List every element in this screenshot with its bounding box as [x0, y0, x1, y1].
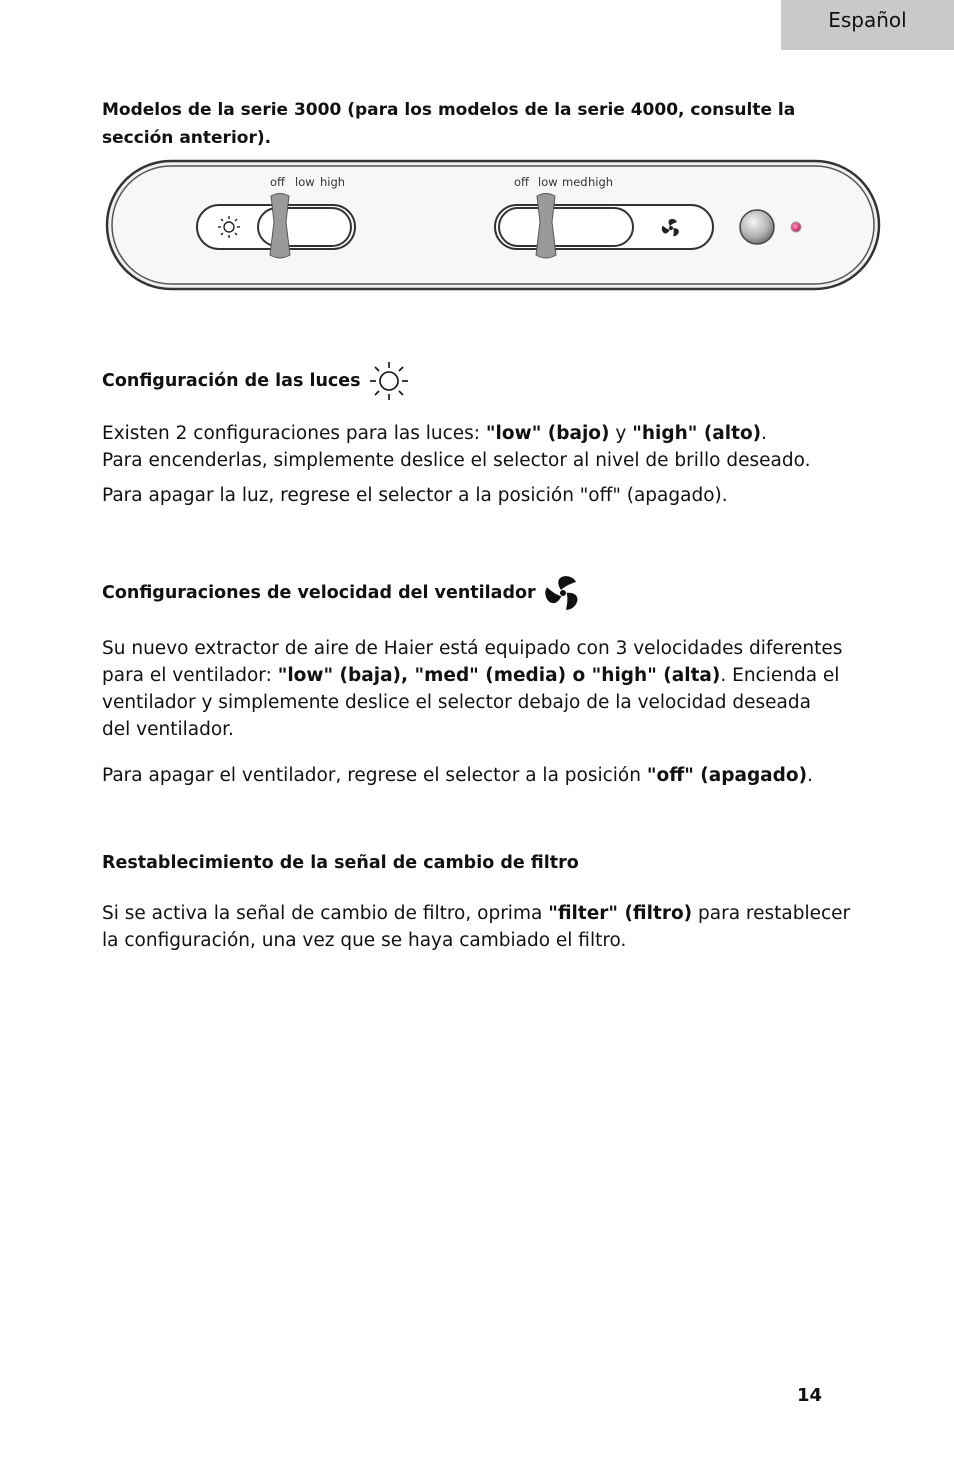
fan-off-label: "off" (apagado)	[646, 765, 808, 786]
light-icon	[367, 360, 411, 402]
light-label-off: off	[270, 175, 285, 189]
filter-paragraph	[102, 900, 872, 954]
fan-p2-text: Para apagar el ventilador, regrese el selector a la posición	[102, 765, 647, 786]
fan-speeds-label: "low" (baja), "med" (media) o "high" (alta)	[277, 665, 721, 686]
lights-high-label: "high" (alto)	[632, 423, 762, 444]
filter-button[interactable]	[740, 210, 774, 244]
light-label-low: low	[295, 175, 315, 189]
light-label-high: high	[320, 175, 346, 189]
fan-title-text: Configuraciones de velocidad del ventilador	[102, 583, 536, 603]
filter-p1-text: Si se activa la señal de cambio de filtro, oprima	[102, 903, 549, 924]
lights-paragraph-2: Para apagar la luz, regrese el selector a la posición "off" (apagado).	[102, 485, 728, 506]
filter-section-title	[102, 853, 579, 873]
control-panel-illustration	[105, 158, 883, 294]
fan-paragraph-2	[102, 762, 862, 789]
language-tab: Español	[781, 0, 954, 50]
lights-section-title	[102, 360, 411, 402]
fan-p1-text: Su nuevo extractor de aire de Haier está equipado con 3 velocidades diferentes para el ventilador:	[102, 638, 843, 686]
lights-p1-period: .	[761, 423, 768, 444]
fan-paragraph-1	[102, 635, 872, 743]
fan-label-high: high	[588, 175, 614, 189]
lights-p1-instructions: Para encenderlas, simplemente deslice el selector al nivel de brillo deseado.	[102, 450, 811, 471]
fan-icon	[542, 572, 584, 614]
fan-p1-instructions: . Encienda el ventilador y simplemente deslice el selector debajo de la velocidad deseada	[102, 665, 840, 713]
filter-button-label: "filter" (filtro)	[548, 903, 693, 924]
lights-title-text: Configuración de las luces	[102, 371, 361, 391]
filter-p1-end: para restablecer la configuración, una vez que se haya cambiado el filtro.	[102, 903, 851, 951]
fan-p1-end: del ventilador.	[102, 719, 234, 740]
filter-title-text: Restablecimiento de la señal de cambio de filtro	[102, 853, 579, 873]
fan-label-off: off	[514, 175, 529, 189]
fan-label-low: low	[538, 175, 558, 189]
intro-heading: Modelos de la serie 3000 (para los modelos de la serie 4000, consulte la sección anterior).	[102, 100, 796, 148]
lights-low-label: "low" (bajo)	[485, 423, 610, 444]
fan-label-med: med	[562, 175, 588, 189]
page-number: 14	[797, 1385, 823, 1406]
lights-p1-text: Existen 2 configuraciones para las luces:	[102, 423, 486, 444]
filter-indicator-light	[791, 222, 801, 232]
lights-paragraph-1	[102, 420, 862, 474]
lights-p1-and: y	[609, 423, 633, 444]
fan-p2-period: .	[807, 765, 813, 786]
fan-section-title	[102, 572, 584, 614]
